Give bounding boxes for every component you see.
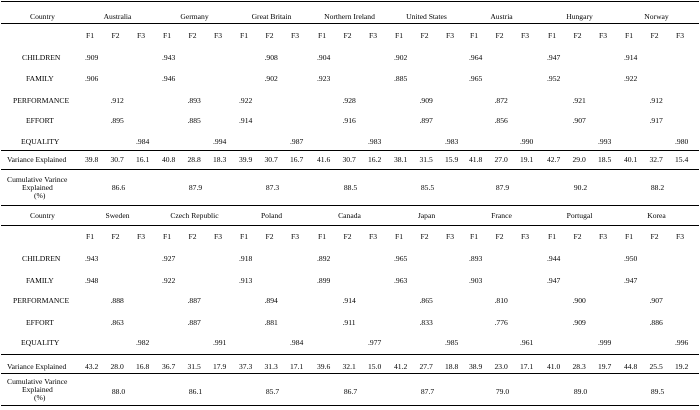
factor-header: F3	[446, 232, 455, 241]
cumulative-cell: 86.7	[343, 387, 358, 396]
variance-cell: 42.7	[547, 155, 561, 164]
country-name: Czech Republic	[170, 211, 219, 220]
country-name: Canada	[338, 211, 361, 220]
loading-cell: .917	[649, 116, 663, 125]
loading-cell: .991	[213, 338, 227, 347]
loading-cell: .999	[598, 338, 612, 347]
cumulative-cell: 86.6	[111, 183, 126, 192]
loading-cell: .982	[136, 338, 150, 347]
loading-cell: .906	[85, 74, 99, 83]
column-header-country: Country	[30, 211, 55, 220]
loading-cell: .856	[494, 116, 508, 125]
loading-cell: .887	[187, 318, 201, 327]
loading-cell: .913	[239, 276, 253, 285]
loading-cell: .881	[264, 318, 278, 327]
loading-cell: .993	[598, 137, 612, 146]
loading-cell: .927	[162, 254, 176, 263]
country-name: Norway	[644, 12, 669, 21]
row-label-cumulative: Cumulative Varince	[7, 377, 68, 386]
loading-cell: .922	[624, 74, 638, 83]
loading-cell: .914	[342, 296, 356, 305]
factor-header: F3	[521, 232, 530, 241]
factor-header: F2	[111, 232, 120, 241]
loading-cell: .952	[547, 74, 561, 83]
variance-cell: 41.0	[547, 362, 561, 371]
country-name: Australia	[103, 12, 132, 21]
row-label-variance-explained: Variance Explained	[7, 155, 67, 164]
factor-header: F2	[111, 31, 120, 40]
row-label-children: CHILDREN	[22, 254, 61, 263]
variance-cell: 15.4	[675, 155, 689, 164]
variance-cell: 16.2	[368, 155, 382, 164]
factor-header: F2	[495, 31, 504, 40]
cumulative-cell: 87.7	[420, 387, 435, 396]
factor-header: F3	[369, 232, 378, 241]
variance-cell: 40.8	[162, 155, 176, 164]
row-label-cumulative: Explained	[22, 183, 53, 192]
cumulative-cell: 85.5	[420, 183, 435, 192]
variance-cell: 37.3	[239, 362, 253, 371]
loading-cell: .907	[572, 116, 586, 125]
variance-cell: 32.1	[342, 362, 356, 371]
variance-cell: 16.1	[136, 155, 150, 164]
variance-cell: 15.0	[368, 362, 382, 371]
loading-cell: .893	[187, 96, 201, 105]
factor-header: F1	[470, 31, 479, 40]
cumulative-cell: 88.0	[111, 387, 126, 396]
row-label-effort: EFFORT	[26, 318, 54, 327]
factor-header: F1	[395, 232, 404, 241]
variance-cell: 23.0	[494, 362, 508, 371]
loading-cell: .990	[520, 137, 534, 146]
factor-header: F2	[343, 31, 352, 40]
rule-line	[1, 23, 699, 24]
country-name: Hungary	[566, 12, 593, 21]
country-name: Great Britain	[251, 12, 292, 21]
loading-cell: .963	[394, 276, 408, 285]
loading-cell: .899	[317, 276, 331, 285]
rule-line	[1, 205, 699, 206]
variance-cell: 39.8	[85, 155, 99, 164]
loading-cell: .928	[342, 96, 356, 105]
factor-header: F3	[214, 232, 223, 241]
loading-cell: .985	[445, 338, 459, 347]
loading-cell: .833	[419, 318, 433, 327]
variance-cell: 25.5	[649, 362, 663, 371]
variance-cell: 31.3	[264, 362, 278, 371]
row-label-effort: EFFORT	[26, 116, 54, 125]
variance-cell: 30.7	[110, 155, 124, 164]
factor-header: F3	[137, 232, 146, 241]
loading-cell: .950	[624, 254, 638, 263]
cumulative-cell: 87.9	[188, 183, 203, 192]
factor-header: F1	[86, 31, 95, 40]
variance-cell: 29.0	[572, 155, 586, 164]
loading-cell: .863	[110, 318, 124, 327]
factor-header: F3	[446, 31, 455, 40]
variance-cell: 31.5	[187, 362, 201, 371]
loading-cell: .897	[419, 116, 433, 125]
loading-cell: .946	[162, 74, 176, 83]
factor-header: F1	[163, 31, 172, 40]
loading-cell: .912	[110, 96, 124, 105]
loading-cell: .892	[317, 254, 331, 263]
loading-cell: .961	[520, 338, 534, 347]
row-label-equality: EQUALITY	[21, 338, 60, 347]
country-name: United States	[406, 12, 447, 21]
loading-cell: .965	[469, 74, 483, 83]
factor-header: F3	[599, 232, 608, 241]
cumulative-cell: 90.2	[573, 183, 588, 192]
variance-cell: 16.8	[136, 362, 150, 371]
row-label-variance-explained: Variance Explained	[7, 362, 67, 371]
loading-cell: .887	[187, 296, 201, 305]
loading-cell: .888	[110, 296, 124, 305]
loading-cell: .872	[494, 96, 508, 105]
factor-header: F2	[420, 232, 429, 241]
factor-header: F2	[265, 31, 274, 40]
factor-header: F1	[548, 232, 557, 241]
loading-cell: .947	[547, 276, 561, 285]
variance-cell: 17.1	[290, 362, 304, 371]
country-name: France	[491, 211, 512, 220]
loading-cell: .948	[85, 276, 99, 285]
loading-cell: .922	[239, 96, 253, 105]
loading-cell: .810	[494, 296, 508, 305]
cumulative-cell: 88.2	[650, 183, 665, 192]
factor-header: F3	[521, 31, 530, 40]
variance-cell: 31.5	[419, 155, 433, 164]
row-label-cumulative: Cumulative Varince	[7, 175, 68, 184]
variance-cell: 28.8	[187, 155, 201, 164]
variance-cell: 15.9	[445, 155, 459, 164]
cumulative-cell: 88.5	[343, 183, 358, 192]
variance-cell: 39.6	[317, 362, 331, 371]
factor-header: F3	[214, 31, 223, 40]
row-label-equality: EQUALITY	[21, 137, 60, 146]
factor-header: F1	[625, 232, 634, 241]
loading-cell: .987	[290, 137, 304, 146]
rule-line	[1, 1, 699, 2]
row-label-performance: PERFORMANCE	[13, 96, 70, 105]
loading-cell: .984	[290, 338, 304, 347]
variance-cell: 41.2	[394, 362, 408, 371]
loading-cell: .902	[264, 74, 278, 83]
factor-header: F3	[369, 31, 378, 40]
rule-line	[1, 225, 699, 226]
loading-cell: .908	[264, 53, 278, 62]
factor-header: F3	[137, 31, 146, 40]
variance-cell: 18.3	[213, 155, 227, 164]
variance-cell: 18.5	[598, 155, 612, 164]
variance-cell: 43.2	[85, 362, 99, 371]
loading-cell: .921	[572, 96, 586, 105]
variance-cell: 38.1	[394, 155, 408, 164]
loading-cell: .947	[624, 276, 638, 285]
loading-cell: .965	[394, 254, 408, 263]
cumulative-cell: 89.5	[650, 387, 665, 396]
variance-cell: 27.7	[419, 362, 433, 371]
row-label-children: CHILDREN	[22, 53, 61, 62]
loading-cell: .922	[162, 276, 176, 285]
loading-cell: .914	[624, 53, 638, 62]
rule-line	[1, 373, 699, 374]
factor-header: F3	[291, 232, 300, 241]
variance-cell: 18.8	[445, 362, 459, 371]
loading-cell: .914	[239, 116, 253, 125]
factor-header: F1	[548, 31, 557, 40]
rule-line	[1, 150, 699, 151]
variance-cell: 40.1	[624, 155, 638, 164]
loading-cell: .923	[317, 74, 331, 83]
row-label-family: FAMILY	[26, 74, 54, 83]
factor-header: F1	[163, 232, 172, 241]
factor-header: F2	[420, 31, 429, 40]
variance-cell: 19.1	[520, 155, 534, 164]
row-label-cumulative: (%)	[34, 191, 46, 200]
variance-cell: 41.6	[317, 155, 331, 164]
factor-header: F3	[291, 31, 300, 40]
factor-header: F3	[676, 31, 685, 40]
cumulative-cell: 85.7	[265, 387, 280, 396]
factor-header: F1	[470, 232, 479, 241]
loading-cell: .895	[110, 116, 124, 125]
loading-cell: .776	[494, 318, 508, 327]
factor-header: F2	[343, 232, 352, 241]
loading-cell: .983	[368, 137, 382, 146]
loading-cell: .947	[547, 53, 561, 62]
loading-cell: .900	[572, 296, 586, 305]
loading-cell: .964	[469, 53, 483, 62]
factor-header: F1	[625, 31, 634, 40]
factor-header: F2	[495, 232, 504, 241]
cumulative-cell: 87.3	[265, 183, 280, 192]
cumulative-cell: 79.0	[495, 387, 510, 396]
factor-header: F3	[676, 232, 685, 241]
loading-cell: .886	[649, 318, 663, 327]
loading-cell: .903	[469, 276, 483, 285]
row-label-cumulative: (%)	[34, 393, 46, 402]
factor-header: F1	[240, 31, 249, 40]
variance-cell: 28.0	[110, 362, 124, 371]
variance-cell: 39.9	[239, 155, 253, 164]
factor-header: F1	[395, 31, 404, 40]
factor-header: F2	[573, 232, 582, 241]
factor-header: F1	[240, 232, 249, 241]
cumulative-cell: 87.9	[495, 183, 510, 192]
country-name: Sweden	[105, 211, 130, 220]
loading-cell: .907	[649, 296, 663, 305]
variance-cell: 27.0	[494, 155, 508, 164]
loading-cell: .980	[675, 137, 689, 146]
variance-cell: 28.3	[572, 362, 586, 371]
loading-cell: .909	[85, 53, 99, 62]
cumulative-cell: 89.0	[573, 387, 588, 396]
variance-cell: 32.7	[649, 155, 663, 164]
country-name: Austria	[490, 12, 513, 21]
factor-header: F1	[318, 232, 327, 241]
loading-cell: .977	[368, 338, 382, 347]
country-name: Japan	[417, 211, 436, 220]
factor-header: F3	[599, 31, 608, 40]
factor-header: F2	[650, 31, 659, 40]
loading-cell: .911	[342, 318, 356, 327]
factor-header: F2	[188, 232, 197, 241]
loading-cell: .943	[85, 254, 99, 263]
loading-cell: .996	[675, 338, 689, 347]
loading-cell: .885	[394, 74, 408, 83]
variance-cell: 36.7	[162, 362, 176, 371]
loading-cell: .909	[419, 96, 433, 105]
variance-cell: 16.7	[290, 155, 304, 164]
factor-header: F2	[265, 232, 274, 241]
loading-cell: .943	[162, 53, 176, 62]
column-header-country: Country	[30, 12, 55, 21]
factor-header: F2	[573, 31, 582, 40]
country-name: Poland	[260, 211, 283, 220]
row-label-performance: PERFORMANCE	[13, 296, 70, 305]
variance-cell: 17.1	[520, 362, 534, 371]
country-name: Portugal	[566, 211, 593, 220]
variance-cell: 30.7	[264, 155, 278, 164]
variance-cell: 38.9	[469, 362, 483, 371]
variance-cell: 44.8	[624, 362, 638, 371]
cumulative-cell: 86.1	[188, 387, 203, 396]
loading-cell: .984	[136, 137, 150, 146]
factor-header: F2	[188, 31, 197, 40]
loading-cell: .894	[264, 296, 278, 305]
row-label-family: FAMILY	[26, 276, 54, 285]
variance-cell: 30.7	[342, 155, 356, 164]
loading-cell: .916	[342, 116, 356, 125]
variance-cell: 17.9	[213, 362, 227, 371]
loading-cell: .902	[394, 53, 408, 62]
loading-cell: .983	[445, 137, 459, 146]
loading-cell: .994	[213, 137, 227, 146]
factor-header: F1	[86, 232, 95, 241]
variance-cell: 41.8	[469, 155, 483, 164]
loading-cell: .944	[547, 254, 561, 263]
row-label-cumulative: Explained	[22, 385, 53, 394]
factor-header: F1	[318, 31, 327, 40]
loading-cell: .909	[572, 318, 586, 327]
loading-cell: .885	[187, 116, 201, 125]
factor-header: F2	[650, 232, 659, 241]
country-name: Northern Ireland	[324, 12, 375, 21]
country-name: Korea	[647, 211, 666, 220]
loading-cell: .904	[317, 53, 331, 62]
rule-line	[1, 169, 699, 170]
loading-cell: .918	[239, 254, 253, 263]
loading-cell: .865	[419, 296, 433, 305]
rule-line	[1, 354, 699, 355]
loading-cell: .912	[649, 96, 663, 105]
variance-cell: 19.2	[675, 362, 689, 371]
variance-cell: 19.7	[598, 362, 612, 371]
country-name: Germany	[180, 12, 209, 21]
loading-cell: .893	[469, 254, 483, 263]
rule-line	[1, 405, 699, 406]
